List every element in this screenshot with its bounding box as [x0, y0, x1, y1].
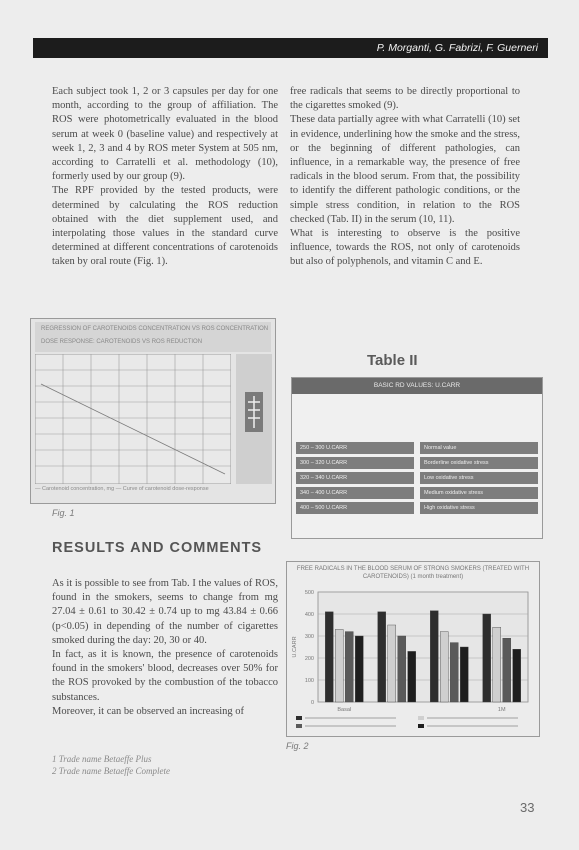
paragraph: As it is possible to see from Tab. I the values of ROS, found in the smokers, seems to change from mg 27.04 ± 0.61 to 30.42 ± 0.74 up to mg 43.84 ± 0.66 (p<0.05) in depending of the number of cigarettes smoked during the day: 20, 30 or 40. [52, 578, 278, 646]
table-2-title: Table II [367, 352, 418, 369]
table-row [296, 442, 538, 454]
bar [493, 627, 501, 702]
y-tick-label: 400 [304, 612, 314, 618]
figure-1-caption: Fig. 1 [52, 508, 75, 518]
footnotes [52, 753, 170, 777]
legend-swatch [418, 724, 424, 728]
left-column-bottom [52, 577, 278, 719]
bar [325, 612, 333, 702]
legend-swatch [296, 716, 302, 720]
table-cell: 250 – 300 U.CARR [296, 442, 414, 454]
bar [440, 632, 448, 702]
figure-2-title: FREE RADICALS IN THE BLOOD SERUM OF STRONG SMOKERS (TREATED WITH CAROTENOIDS) (1 month treatment) [296, 566, 530, 580]
figure-1-grid [35, 354, 231, 484]
y-tick-label: 0 [310, 700, 314, 706]
left-column-top [52, 85, 278, 270]
bar [513, 649, 521, 702]
paragraph: What is interesting to observe is the positive influence, towards the ROS, not only of carotenoids but also of polyphenols, and vitamin C and E. [290, 228, 520, 268]
right-column-top [290, 85, 520, 270]
bar [460, 647, 468, 702]
table-cell: 300 – 320 U.CARR [296, 457, 414, 469]
x-tick-label: Basal [337, 707, 352, 713]
bar [483, 614, 491, 702]
x-tick-label: 1M [497, 707, 506, 713]
figure-1-legend-panel [236, 354, 272, 484]
y-axis-label: U.CARR [292, 636, 298, 658]
paragraph: These data partially agree with what Carratelli (10) set in evidence, underlining how the smoke and the stress, or the beginning of different pathologies, can influence, in a remarkable way, the presence of free radicals in the blood serum. From that, the possibility to identify the different pathologic conditions, or the simple stress condition, in relation to the ROS checked (Tab. II) in the serum (10, 11). [290, 114, 520, 225]
paragraph: The RPF provided by the tested products, were determined by calculating the ROS reduction obtained with the diet supplement used, and interpolating those values in the standard curve determined at different concentrations of carotenoids taken by oral route (Fig. 1). [52, 185, 278, 268]
table-row [296, 472, 538, 484]
y-tick-label: 300 [304, 634, 314, 640]
footnote: 2 Trade name Betaeffe Complete [52, 766, 170, 776]
figure-2 [286, 561, 540, 737]
bar [355, 636, 363, 702]
tree-icon [236, 384, 272, 444]
y-tick-label: 200 [304, 656, 314, 662]
table-cell: 400 – 500 U.CARR [296, 502, 414, 514]
bar [335, 629, 343, 702]
page-number: 33 [520, 800, 535, 815]
table-cell: Low oxidative stress [420, 472, 538, 484]
header-bar [33, 38, 548, 58]
figure-1-title: REGRESSION OF CAROTENOIDS CONCENTRATION VS ROS CONCENTRATION [41, 326, 269, 332]
paragraph: In fact, as it is known, the presence of carotenoids found in the smokers' blood, decreases over 50% for the ROS provoked by the combustion of the tobacco substances. [52, 649, 278, 703]
table-row [296, 487, 538, 499]
bar [430, 611, 438, 702]
bar [450, 643, 458, 702]
figure-1-subtitle: DOSE RESPONSE: CAROTENOIDS VS ROS REDUCTION [41, 339, 203, 345]
table-cell: High oxidative stress [420, 502, 538, 514]
bar [378, 612, 386, 702]
paragraph: free radicals that seems to be directly proportional to the cigarettes smoked (9). [290, 86, 520, 112]
figure-2-caption: Fig. 2 [286, 741, 309, 751]
header-authors: P. Morganti, G. Fabrizi, F. Guerneri [376, 42, 538, 54]
footnote: 1 Trade name Betaeffe Plus [52, 754, 152, 764]
figure-2-chart [288, 584, 538, 734]
paragraph: Moreover, it can be observed an increasing of [52, 705, 245, 717]
table-2-header: BASIC RD VALUES: U.CARR [292, 378, 542, 394]
bar [398, 636, 406, 702]
y-tick-label: 100 [304, 678, 314, 684]
table-row [296, 502, 538, 514]
legend-swatch [296, 724, 302, 728]
paragraph: Each subject took 1, 2 or 3 capsules per day for one month, according to the group of affiliation. The ROS were photometrically evaluated in the blood serum at week 0 (baseline value) and respectively at week 1, 2, 3 and 4 by ROS meter System at 505 nm, according to Carratelli et al. methodology (10), formerly used by our group (9). [52, 86, 278, 183]
table-cell: Borderline oxidative stress [420, 457, 538, 469]
section-title: RESULTS AND COMMENTS [52, 540, 263, 556]
table-cell: Normal value [420, 442, 538, 454]
bar [345, 632, 353, 702]
bar [503, 638, 511, 702]
y-tick-label: 500 [304, 590, 314, 596]
bar [408, 651, 416, 702]
figure-1-header [35, 322, 271, 352]
table-cell: Medium oxidative stress [420, 487, 538, 499]
table-2 [291, 377, 543, 539]
table-cell: 320 – 340 U.CARR [296, 472, 414, 484]
table-cell: 340 – 400 U.CARR [296, 487, 414, 499]
bar [388, 625, 396, 702]
legend-swatch [418, 716, 424, 720]
figure-1-footer: — Carotenoid concentration, mg — Curve of carotenoid dose-response [35, 486, 209, 492]
table-row [296, 457, 538, 469]
figure-1 [30, 318, 276, 504]
